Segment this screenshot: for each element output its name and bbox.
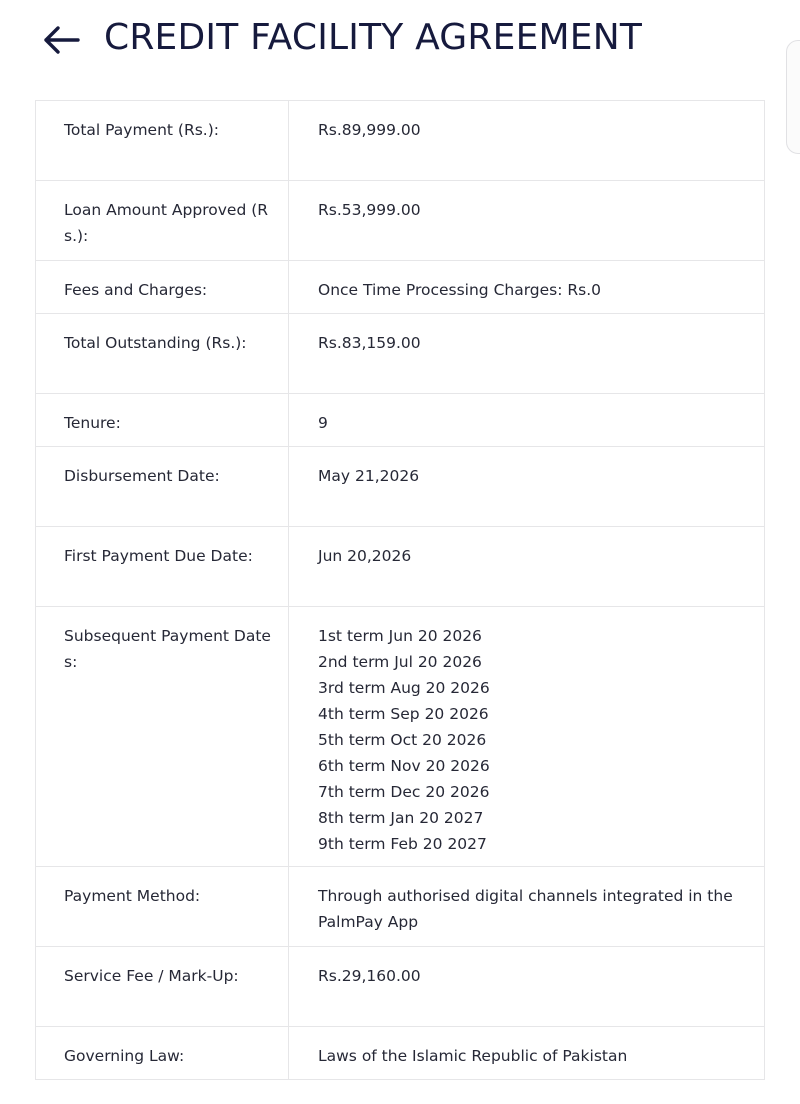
loan-amount-value: Rs.53,999.00: [289, 181, 765, 261]
table-row: [36, 314, 765, 394]
table-row: [36, 101, 765, 181]
total-outstanding-label: Total Outstanding (Rs.):: [36, 314, 289, 394]
disbursement-date-label: Disbursement Date:: [36, 447, 289, 527]
loan-amount-label: Loan Amount Approved (Rs.):: [36, 181, 289, 261]
subsequent-payment-dates-list: [289, 607, 765, 867]
payment-date-term-5: 5th term Oct 20 2026: [318, 731, 487, 749]
agreement-terms-table: [35, 100, 765, 1080]
payment-date-term-4: 4th term Sep 20 2026: [318, 705, 489, 723]
side-scroll-handle[interactable]: [786, 40, 800, 154]
total-payment-label: Total Payment (Rs.):: [36, 101, 289, 181]
table-row: [36, 394, 765, 447]
payment-date-term-2: 2nd term Jul 20 2026: [318, 653, 482, 671]
table-row: [36, 867, 765, 947]
table-row: [36, 181, 765, 261]
fees-value: Once Time Processing Charges: Rs.0: [289, 261, 765, 314]
page-title: CREDIT FACILITY AGREEMENT: [104, 17, 643, 58]
app-header: [0, 0, 800, 80]
tenure-value: 9: [289, 394, 765, 447]
back-button[interactable]: [38, 20, 84, 60]
payment-date-term-9: 9th term Feb 20 2027: [318, 835, 487, 853]
first-payment-due-value: Jun 20,2026: [289, 527, 765, 607]
payment-date-term-6: 6th term Nov 20 2026: [318, 757, 490, 775]
disbursement-date-value: May 21,2026: [289, 447, 765, 527]
payment-date-term-8: 8th term Jan 20 2027: [318, 809, 484, 827]
governing-law-value: Laws of the Islamic Republic of Pakistan: [289, 1027, 765, 1080]
arrow-left-icon: [41, 25, 81, 55]
total-outstanding-value: Rs.83,159.00: [289, 314, 765, 394]
payment-method-label: Payment Method:: [36, 867, 289, 947]
tenure-label: Tenure:: [36, 394, 289, 447]
payment-method-value: Through authorised digital channels integrated in the PalmPay App: [289, 867, 765, 947]
table-row: [36, 261, 765, 314]
governing-law-label: Governing Law:: [36, 1027, 289, 1080]
table-row: [36, 447, 765, 527]
table-row: [36, 527, 765, 607]
fees-label: Fees and Charges:: [36, 261, 289, 314]
total-payment-value: Rs.89,999.00: [289, 101, 765, 181]
first-payment-due-label: First Payment Due Date:: [36, 527, 289, 607]
payment-date-term-3: 3rd term Aug 20 2026: [318, 679, 490, 697]
payment-date-term-7: 7th term Dec 20 2026: [318, 783, 490, 801]
service-fee-value: Rs.29,160.00: [289, 947, 765, 1027]
payment-date-term-1: 1st term Jun 20 2026: [318, 627, 482, 645]
service-fee-label: Service Fee / Mark-Up:: [36, 947, 289, 1027]
table-row: [36, 1027, 765, 1080]
subsequent-payment-dates-label: Subsequent Payment Dates:: [36, 607, 289, 867]
table-row: [36, 607, 765, 867]
table-row: [36, 947, 765, 1027]
